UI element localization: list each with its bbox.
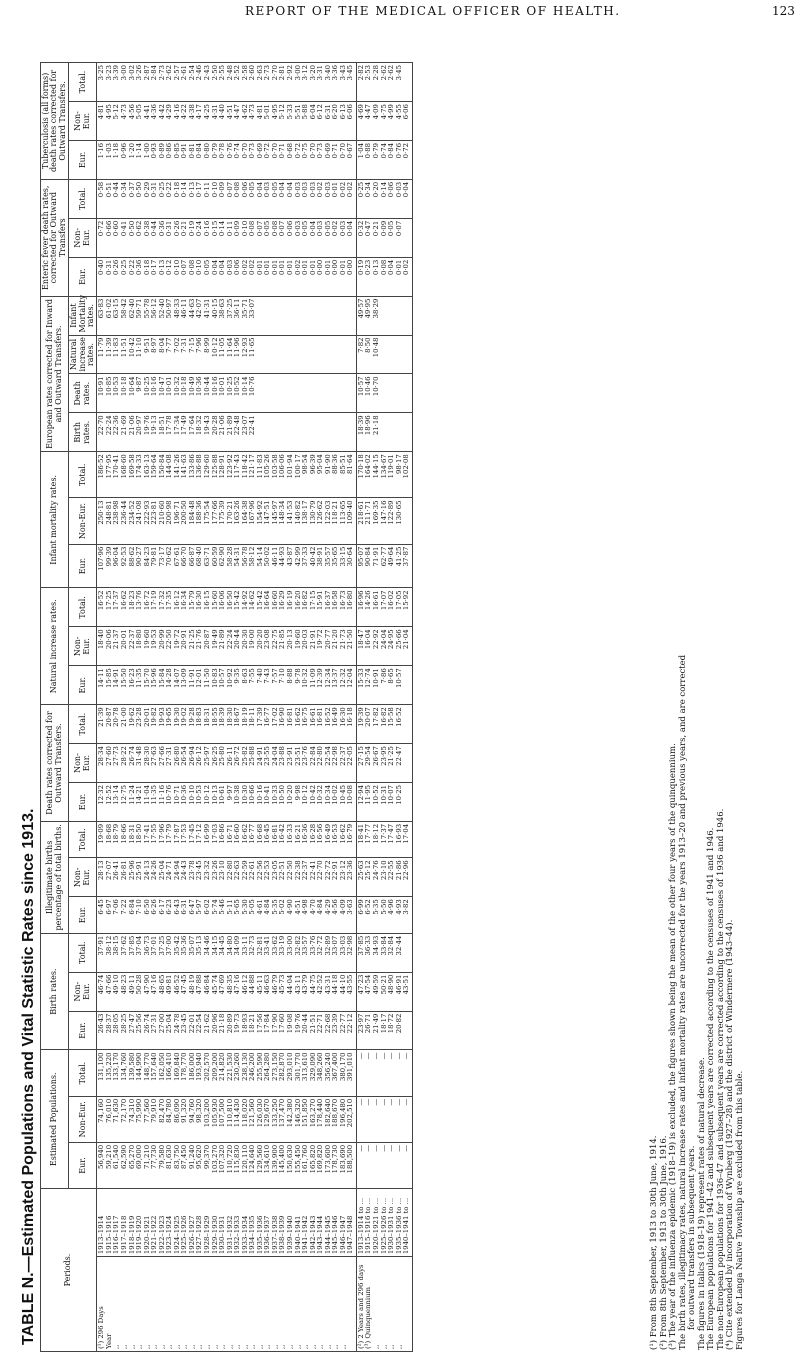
col-eur-birth: Birth rates. [69,413,97,452]
death-noneur-cell: 28·34 27·60 27·73 28·22 26·74 31·48 28·30 27·63 27·66 27·31 26·80 26·54 26·94 26·12 25·97 26·25 25·80 26·11 26·72 25·82 25·88 24·91 23·55 24·04 23·88 23·91 23·51 23·76 22·84 22·80 22·54 22·98 22·37 22·05 [97,744,357,783]
running-head: REPORT OF THE MEDICAL OFFICER OF HEALTH. [245,4,621,18]
illegitimate-header: Illegitimate births percentage of total births. [41,821,69,933]
col-non-eur: Non-Eur. [69,218,97,257]
footnotes [650,650,745,1350]
col-eur: Eur. [69,1142,97,1188]
nat-total-cell: 16·52 17·25 17·37 16·62 18·23 13·76 16·72 17·19 17·32 17·35 16·12 16·34 15·79 16·30 16·15 15·60 16·06 16·50 15·42 14·92 14·62 15·42 16·64 16·60 16·29 16·19 16·20 16·82 17·15 15·91 16·37 16·58 16·73 16·80 [97,588,357,627]
quinquennium-rows [356,63,412,1352]
footnote: The European populations for 1941–42 and subsequent years are corrected according to the censuses of 1941 and 1946. [706,827,716,1350]
col-total: Total. [69,821,97,857]
footnote: (³) The year of the influenza epidemic (1918–19) is excluded, the figures shown being the mean of the other four years of the quinquennium. [668,743,678,1350]
nat-eur-cell: 14·11 15·85 14·91 15·50 16·23 11·35 15·70 15·96 15·84 14·28 14·07 13·09 11·91 12·01 11·50 10·83 10·57 10·92 9·35 8·63 7·55 7·40 7·43 7·57 7·10 8·88 9·78 10·32 11·09 12·39 12·34 13·37 12·32 12·04 [97,666,357,705]
col-total: Total. [69,179,97,218]
rotated-table [40,62,740,1352]
tb-noneur-cell: 4·69 4·47 4·09 4·75 4·99 4·55 6·06 [356,102,412,141]
ent-eur-cell: 0·19 0·23 0·13 0·08 0·04 0·01 0·02 [356,257,412,296]
european-rates-header: European rates corrected for Inward and Outward Transfers. [41,296,69,452]
birth-total-cell: 37·85 36·33 34·93 33·84 32·84 32·44 [356,933,412,972]
eb-natural-cell: 11·79 11·39 11·83 11·51 10·42 11·10 9·51 8·97 8·04 7·77 7·02 7·31 7·15 7·96 8·99 10·12 11·05 11·64 11·96 12·93 11·65 [97,335,357,374]
vital-statistics-table [40,62,413,1352]
eb-death-cell: 10·57 10·46 10·70 [356,374,412,413]
footnote: (²) From 8th September, 1913 to 30th June, 1916. [658,1135,669,1350]
col-non-eur: Non-Eur. [69,498,97,544]
tb-total-cell: 2·82 2·53 2·28 2·62 2·62 3·45 [356,63,412,102]
years-cell: 1913–1914 1915–1916 1916–1917 1917–1918 1918–1919 1919–1920 1920–1921 1921–1922 1922–1923 1923–1924 1924–1925 1925–1926 1926–1927 1927–1928 1928–1929 1929–1930 1930–1931 1931–1932 1932–1933 1933–1934 1934–1935 1935–1936 1936–1937 1937–1938 1938–1939 1939–1940 1940–1941 1941–1942 1942–1943 1943–1944 1944–1945 1945–1946 1946–1947 1947–1948 [97,1189,357,1257]
natural-increase-header: Natural increase rates. [41,588,69,705]
illeg-total-cell: 18·41 17·77 18·12 17·37 17·47 16·93 17·04 [356,821,412,857]
death-total-cell: 21·39 20·87 20·78 21·00 19·62 23·28 20·01 19·82 19·93 19·65 19·30 19·02 19·28 18·83 18·31 18·55 18·39 18·30 18·67 18·19 18·11 17·39 16·77 17·02 16·90 16·81 16·62 16·75 16·61 16·81 16·52 16·49 16·30 16·18 [97,705,357,744]
col-non-eur: Non-Eur. [69,627,97,666]
col-total: Total. [69,705,97,744]
illeg-noneur-cell: 28·13 27·07 26·41 26·81 25·96 25·91 24·13 24·26 25·04 24·71 24·94 24·43 23·78 23·45 23·32 23·26 23·10 22·80 22·63 22·59 22·61 22·56 22·53 23·05 22·51 22·50 22·38 22·37 22·41 22·70 22·72 22·91 23·12 23·36 [97,858,357,897]
periods-header: Periods. [41,1189,97,1352]
pop-total-cell: 131,100 135,220 133,170 134,760 139,580 144,990 148,770 157,640 162,050 166,410 169,840 178,770 186,000 193,940 202,570 209,200 214,820 221,530 230,260 238,130 246,200 255,590 264,280 273,150 282,870 293,010 301,770 313,610 329,090 348,260 356,240 367,400 380,170 391,010 [97,1050,357,1096]
tb-total-cell: 3·25 3·23 3·39 3·00 3·02 3·26 2·87 2·84 2·73 2·62 2·57 2·61 2·54 2·46 2·43 2·50 2·55 2·48 2·52 2·58 2·60 2·63 2·73 2·70 2·81 2·92 3·00 3·12 3·20 3·31 3·40 3·36 3·43 3·45 [97,63,357,102]
periods-cell: (²) 2 Years and 296 days (³) Quinquennium ,, ,, ,, ,, [356,1257,412,1352]
col-non-eur: Non-Eur. [69,102,97,141]
birth-rates-header: Birth rates. [41,933,69,1050]
birth-noneur-cell: 47·23 47·54 49·59 50·21 48·90 46·91 43·51 [356,972,412,1011]
col-eur-natural: Natural increase rates. [69,335,97,374]
death-rates-header: Death rates corrected for Outward Transfers. [41,705,69,822]
col-eur: Eur. [69,897,97,933]
inf-eur-cell: 95·07 90·84 71·91 62·77 49·64 41·25 37·87 [356,544,412,588]
col-total: Total. [69,588,97,627]
col-eur-death: Death rates. [69,374,97,413]
footnote: for outward transfers in subsequent years. [687,1145,697,1330]
inf-total-cell: 186·52 177·95 170·41 168·60 169·58 174·33 163·13 159·64 150·84 144·08 141·26 141·63 133·86 136·88 129·60 125·88 128·91 123·92 117·43 118·42 121·17 111·83 105·26 103·58 106·06 101·94 100·17 98·54 96·39 95·04 91·90 88·36 85·51 81·64 [97,452,357,498]
col-total: Total. [69,63,97,102]
col-non-eur: Non-Eur. [69,744,97,783]
eb-natural-cell: 7·82 8·50 10·48 [356,335,412,374]
col-total: Total. [69,1050,97,1096]
footnote: (¹) From 8th September, 1913 to 30th June, 1914. [649,1135,659,1350]
death-total-cell: 19·39 20·07 17·82 16·82 15·58 16·52 [356,705,412,744]
birth-eur-cell: 26·43 28·37 28·05 28·25 27·47 25·56 26·74 27·31 27·00 25·04 24·78 23·45 22·01 22·54 21·62 20·96 21·18 20·89 19·73 18·93 18·21 17·56 17·84 17·90 17·60 19·08 19·76 20·44 21·51 22·71 22·68 23·39 22·77 22·12 [97,1011,357,1050]
pop-noneur-cell: — — — — — — — [356,1096,412,1142]
inf-total-cell: 170·18 164·02 144·15 134·67 119·01 98·17 102·08 [356,452,412,498]
col-eur: Eur. [69,544,97,588]
illeg-total-cell: 19·09 18·68 18·79 18·66 18·31 18·50 17·41 17·55 17·96 17·79 17·87 17·53 17·45 17·12 16·99 17·03 16·86 16·71 16·60 16·62 16·77 16·68 16·45 16·81 16·42 16·33 16·21 16·36 16·28 16·56 16·49 16·53 16·62 16·79 [97,821,357,857]
ent-total-cell: 0·25 0·34 0·20 0·14 0·06 0·03 0·04 [356,179,412,218]
footnote: Figures for Langa Native Township are excluded from this table. [734,1070,745,1350]
col-eur: Eur. [69,666,97,705]
death-eur-cell: 12·32 12·52 13·14 12·75 11·24 14·21 11·04 11·35 11·16 10·76 10·71 10·36 10·10 10·53 10·12 10·13 10·61 9·97 10·38 10·30 10·66 10·16 10·41 10·33 10·50 10·20 9·98 10·12 10·42 10·32 10·34 10·02 10·45 10·08 [97,783,357,822]
col-non-eur: Non-Eur. [69,1096,97,1142]
inf-noneur-cell: 250·13 248·81 238·98 236·44 234·52 241·08 222·93 223·81 210·60 200·98 196·71 200·50 184·48 188·36 175·54 177·66 175·39 170·21 163·26 164·38 167·96 154·92 147·51 145·97 148·34 141·53 140·82 138·17 130·79 126·62 122·03 118·21 113·65 109·40 [97,498,357,544]
page-number: 123 [772,4,795,18]
footnote: The figures in italics (1918–19) represent rates of natural decrease. [696,1057,707,1350]
nat-noneur-cell: 18·40 20·06 21·37 20·01 22·37 18·80 19·60 19·53 20·99 22·50 19·72 20·91 21·25 21·76 20·87 19·49 21·89 22·24 20·44 20·30 19·00 20·20 23·08 22·75 21·85 20·13 19·60 20·03 21·91 19·72 20·77 21·20 21·73 21·50 [97,627,357,666]
ent-noneur-cell: 0·32 0·47 0·21 0·09 0·05 0·07 [356,218,412,257]
eb-death-cell: 10·91 10·85 10·53 10·18 10·64 9·87 10·25 10·16 10·47 10·01 10·32 10·18 10·49 10·36 10·44 10·16 10·01 10·25 10·52 10·14 10·76 [97,374,357,413]
pop-total-cell: — — — — — — — [356,1050,412,1096]
inf-noneur-cell: 218·61 211·71 169·35 147·16 122·89 130·65 [356,498,412,544]
tb-noneur-cell: 4·81 4·95 5·12 4·73 4·56 5·05 4·41 4·36 4·42 4·29 4·16 4·22 4·38 4·17 4·25 4·31 4·40 4·51 4·47 4·62 4·73 4·81 5·01 4·95 5·12 5·33 5·51 5·88 6·04 6·12 6·31 6·20 6·13 6·06 [97,102,357,141]
table-title: TABLE N.—Estimated Populations and Vital Statistic Rates since 1913. [20,808,37,1345]
birth-eur-cell: 23·97 26·71 21·49 18·17 18·72 20·82 [356,1011,412,1050]
col-non-eur: Non-Eur. [69,858,97,897]
periods-cell: (¹) 296 Days Year ,, ,, ,, ,, ,, ,, ,, ,, ,, ,, ,, ,, ,, ,, ,, ,, ,, ,, ,, ,, ,, ,, ,, ,, ,, ,, ,, ,, ,, ,, ,, [97,1257,357,1352]
footnote: The non-European populations for 1936–47 and subsequent years are corrected according to the censuses of 1936 and 1946. [715,808,726,1350]
col-total: Total. [69,933,97,972]
nat-total-cell: 16·96 14·26 16·61 17·07 16·02 17·05 15·92 [356,588,412,627]
illeg-noneur-cell: 25·63 25·12 24·76 23·10 22·55 21·86 22·96 [356,858,412,897]
ent-noneur-cell: 0·72 0·66 0·60 0·41 0·50 0·62 0·38 0·44 0·36 0·31 0·26 0·21 0·19 0·24 0·16 0·15 0·14 0·11 0·09 0·10 0·08 0·07 0·05 0·08 0·07 0·06 0·03 0·05 0·04 0·03 0·05 0·02 0·03 0·04 [97,218,357,257]
death-eur-cell: 12·94 11·95 10·52 10·31 10·07 10·25 [356,783,412,822]
tb-eur-cell: 1·16 1·03 1·18 0·96 1·20 1·14 1·00 0·93 0·89 0·86 0·85 0·91 0·81 0·84 0·80 0·79 0·78 0·76 0·74 0·70 0·73 0·69 0·72 0·70 0·71 0·68 0·72 0·75 0·70 0·73 0·69 0·71 0·70 0·67 [97,140,357,179]
eb-birth-cell: 22·70 22·24 22·36 21·69 21·06 20·97 19·76 19·13 18·51 17·78 17·34 17·49 17·64 18·32 19·43 20·28 21·06 21·89 22·48 23·07 22·41 [97,413,357,452]
estimated-populations-header: Estimated Populations. [41,1050,69,1189]
footnote: The birth rates, illegitimacy rates, natural increase rates and infant mortality rates are uncorrected for the years 1913–20 and previous years, and are corrected [677,654,688,1350]
inf-eur-cell: 107·96 99·39 96·04 92·53 88·62 90·27 84·23 79·81 73·17 70·62 67·61 66·70 66·87 68·40 63·71 60·59 62·90 58·28 54·31 56·78 58·12 54·14 50·02 46·11 44·93 43·87 42·99 37·33 40·42 38·91 35·57 35·65 33·15 30·64 [97,544,357,588]
col-eur: Eur. [69,1011,97,1050]
tb-eur-cell: 1·04 0·88 0·79 0·74 0·84 0·76 0·72 [356,140,412,179]
pop-eur-cell: — — — — — — — [356,1142,412,1188]
ent-total-cell: 0·58 0·51 0·44 0·34 0·37 0·50 0·29 0·31 0·25 0·22 0·18 0·14 0·13 0·17 0·11 0·10 0·09 0·07 0·08 0·06 0·05 0·04 0·03 0·05 0·04 0·04 0·03 0·03 0·03 0·02 0·03 0·01 0·02 0·02 [97,179,357,218]
infant-mortality-header: Infant mortality rates. [41,452,69,588]
years-cell: 1913–1914 to ... 1915–1916 to ... 1920–1921 to ... 1925–1926 to ... 1930–1931 to ... 1935–1936 to ... 1940–1941 to ... [356,1189,412,1257]
col-non-eur: Non-Eur. [69,972,97,1011]
annual-rows [97,63,357,1352]
death-noneur-cell: 27·15 29·54 26·67 23·95 21·25 22·47 [356,744,412,783]
pop-noneur-cell: 74,160 76,010 71,630 72,170 74,310 75,990 77,560 79,910 82,470 84,780 86,090 91,320 94,760 98,320 103,200 105,930 107,500 110,810 114,430 118,020 121,560 126,030 129,670 133,250 137,470 142,380 146,320 151,850 163,270 178,440 182,640 188,670 196,480 202,510 [97,1096,357,1142]
pop-eur-cell: 56,940 59,210 61,540 62,590 65,270 69,000 71,210 77,730 79,580 81,630 83,750 87,450 91,240 95,620 99,370 103,270 107,320 110,720 115,830 120,110 124,640 129,560 134,610 139,900 145,400 150,630 155,450 161,760 165,820 169,820 173,600 178,730 183,690 188,500 [97,1142,357,1188]
col-eur: Eur. [69,140,97,179]
eb-birth-cell: 18·39 18·96 21·18 [356,413,412,452]
illeg-eur-cell: 6·45 6·97 7·06 7·22 6·84 7·10 6·50 6·26 6·17 6·23 6·43 6·31 6·47 5·97 6·02 5·74 5·46 5·11 5·65 5·30 5·05 4·61 4·84 5·35 5·02 4·90 4·51 4·98 4·70 4·84 4·29 4·56 4·09 3·63 [97,897,357,933]
birth-total-cell: 37·91 38·12 38·15 37·62 37·85 37·04 36·73 37·01 37·25 37·00 35·42 35·36 35·07 35·13 34·46 34·15 34·45 34·80 34·09 33·11 32·73 32·81 33·41 33·62 33·19 33·00 32·82 33·57 33·76 32·72 32·89 33·07 33·03 32·98 [97,933,357,972]
enteric-header: Enteric fever death rates, corrected for Outward Transfers [41,179,69,296]
eb-infant-cell: 49·57 49·95 38·29 [356,296,412,335]
birth-noneur-cell: 46·74 47·66 49·10 48·23 49·11 50·28 47·90 47·16 48·65 49·81 46·52 47·45 48·19 47·88 46·84 45·74 47·69 48·35 47·16 46·12 44·88 45·11 46·63 46·79 45·73 44·04 43·11 43·79 44·75 42·52 43·31 44·18 44·10 43·55 [97,972,357,1011]
col-eur: Eur. [69,783,97,822]
nat-noneur-cell: 18·47 16·04 22·92 24·04 24·95 25·66 21·04 [356,627,412,666]
nat-eur-cell: 15·33 12·74 10·91 7·86 8·65 10·57 [356,666,412,705]
col-eur-infant: Infant Mortality rates. [69,296,97,335]
eb-infant-cell: 63·83 61·02 63·15 58·42 62·40 59·71 55·78 56·12 52·40 50·97 48·33 46·11 44·63 42·07 41·31 40·15 38·63 37·25 36·11 35·71 33·07 [97,296,357,335]
footnote: (⁴) Cite extended by incorporation of Wynberg (1927–28) and the district of Windermere (1943–44). [725,919,735,1350]
col-eur: Eur. [69,257,97,296]
col-total: Total. [69,452,97,498]
ent-eur-cell: 0·40 0·31 0·26 0·25 0·22 0·36 0·18 0·17 0·13 0·12 0·10 0·07 0·08 0·10 0·05 0·04 0·04 0·03 0·06 0·02 0·02 0·01 0·01 0·01 0·01 0·01 0·02 0·01 0·01 0·00 0·01 0·00 0·01 0·00 [97,257,357,296]
illeg-eur-cell: 6·99 6·52 5·35 5·50 4·96 4·93 3·82 [356,897,412,933]
tuberculosis-header: Tuberculosis (all forms) death rates corrected for Outward Transfers. [41,63,69,180]
